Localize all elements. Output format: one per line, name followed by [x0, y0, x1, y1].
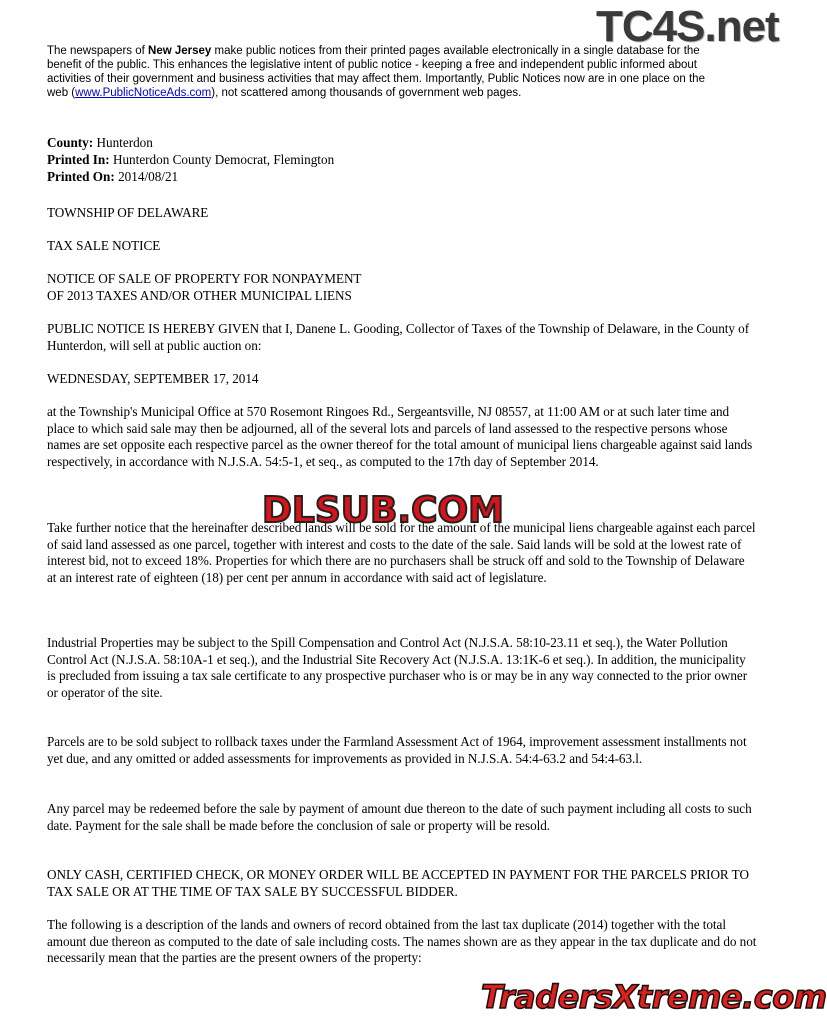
watermark-tradersxtreme: TradersXtreme.com — [481, 978, 827, 1016]
tax-sale-heading: TAX SALE NOTICE — [47, 238, 161, 253]
public-notice-paragraph: PUBLIC NOTICE IS HEREBY GIVEN that I, Danene L. Gooding, Collector of Taxes of the Township of Delaware, in the County of Hunterdon, will sell at public auction on: — [47, 321, 750, 353]
printed-in-row — [47, 151, 334, 168]
industrial-properties-paragraph: Industrial Properties may be subject to the Spill Compensation and Control Act (N.J.S.A. 58:10-23.11 et seq.), the Water Pollution Control Act (N.J.S.A. 58:10A-1 et seq.), and the Industrial Site Recovery Act (N.J.S.A. 13:1K-6 et seq.). In addition, the municipality is precluded from issuing a tax sale certificate to any prospective purchaser who is or may be in any way connected to the prior owner or operator of the site. — [47, 635, 748, 700]
notice-meta — [47, 134, 334, 185]
watermark-tc4s: TC4S.net — [596, 2, 779, 51]
public-notice-ads-link[interactable]: www.PublicNoticeAds.com — [75, 87, 212, 99]
printed-on-row — [47, 168, 334, 185]
intro-text-1: The newspapers of — [47, 45, 149, 57]
printed-on-value: 2014/08/21 — [118, 169, 179, 184]
further-notice-paragraph: Take further notice that the hereinafter described lands will be sold for the amount of the municipal liens chargeable against each parcel of said land assessed as one parcel, together with interest and costs to the date of the sale. Said lands will be sold at the lowest rate of interest bid, not to exceed 18%. Properties for which there are no purchasers shall be struck off and sold to the Township of Delaware at an interest rate of eighteen (18) per cent per annum in accordance with said act of legislature. — [47, 520, 756, 585]
sale-date: WEDNESDAY, SEPTEMBER 17, 2014 — [47, 371, 259, 386]
printed-on-label: Printed On: — [47, 169, 115, 184]
intro-state: New Jersey — [148, 45, 212, 57]
printed-in-value: Hunterdon County Democrat, Flemington — [112, 152, 335, 167]
sale-location-paragraph: at the Township's Municipal Office at 570 Rosemont Ringoes Rd., Sergeantsville, NJ 08557, at 11:00 AM or at such later time and place to which said sale may then be adjourned, all of the several lots and parcels of land assessed to the respective persons whose names are set opposite each respective parcel as the owner thereof for the total amount of municipal liens chargeable against said lands respectively, in accordance with N.J.S.A. 54:5-1, et seq., as computed to the 17th day of September 2014. — [47, 404, 753, 469]
rollback-taxes-paragraph: Parcels are to be sold subject to rollback taxes under the Farmland Assessment Act of 1964, improvement assessment installments not yet due, and any omitted or added assessments for improvements as provided in N.J.S.A. 54:4-63.2 and 54:4-63.l. — [47, 734, 747, 766]
intro-text-3: ), not scattered among thousands of government web pages. — [211, 87, 522, 99]
subheading-line-2: OF 2013 TAXES AND/OR OTHER MUNICIPAL LIENS — [47, 288, 352, 303]
township-heading: TOWNSHIP OF DELAWARE — [47, 205, 209, 220]
payment-methods-paragraph: ONLY CASH, CERTIFIED CHECK, OR MONEY ORDER WILL BE ACCEPTED IN PAYMENT FOR THE PARCELS PRIOR TO TAX SALE OR AT THE TIME OF TAX SALE BY SUCCESSFUL BIDDER. — [47, 867, 749, 899]
county-value: Hunterdon — [96, 135, 153, 150]
subheading-line-1: NOTICE OF SALE OF PROPERTY FOR NONPAYMENT — [47, 271, 362, 286]
county-label: County: — [47, 135, 94, 150]
lands-description-paragraph: The following is a description of the lands and owners of record obtained from the last tax duplicate (2014) together with the total amount due thereon as computed to the date of sale including costs. The names shown are as they appear in the tax duplicate and do not necessarily mean that the parties are the present owners of the property: — [47, 917, 757, 965]
redemption-paragraph: Any parcel may be redeemed before the sale by payment of amount due thereon to the date of such payment including all costs to such date. Payment for the sale shall be made before the conclusion of sale or property will be resold. — [47, 801, 752, 833]
intro-text-2: make public notices from their printed pages available electronically in a single database for the benefit of the public. This enhances the legislative intent of public notice - keeping a free and independent public informed about activities of their government and business activities that may affect them. Importantly, Public Notices now are in one place on the web ( — [47, 45, 705, 99]
printed-in-label: Printed In: — [47, 152, 110, 167]
intro-paragraph — [47, 44, 727, 100]
county-row — [47, 134, 334, 151]
watermark-dlsub: DLSUB.COM — [262, 490, 504, 531]
